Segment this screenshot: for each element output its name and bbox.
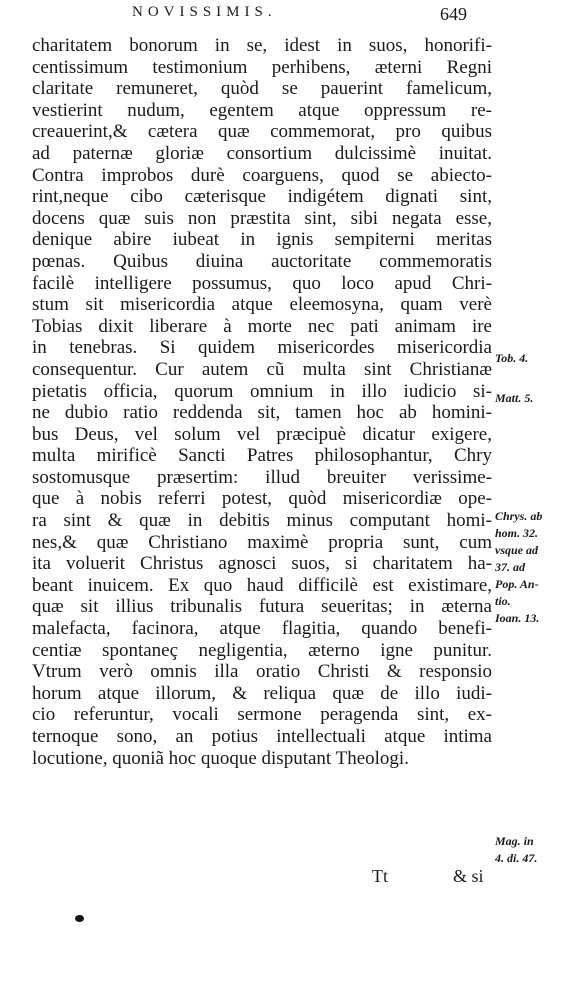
text-line: Contra improbos durè coarguens, quod se abiecto- — [32, 164, 492, 186]
text-line: pietatis officia, quorum omnium in illo iudicio si- — [32, 380, 492, 402]
text-line: claritate remuneret, quòd se pauerint famelicum, — [32, 78, 492, 100]
text-line: locutione, quoniã hoc quoque disputant Theologi. — [32, 747, 409, 769]
text-line: ternoque sono, an potius intellectuali atque intima — [32, 726, 492, 747]
page-number: 649 — [440, 4, 467, 24]
text-line: charitatem bonorum in se, idest in suos, honorifi- — [32, 35, 492, 56]
margin-note-line: Ioan. 13. — [495, 611, 540, 625]
text-line: ra sint & quæ in debitis minus computant homi- — [32, 510, 492, 532]
text-line: cio referuntur, vocali sermone peragenda sint, ex- — [32, 704, 492, 726]
text-line: stum sit misericordia atque eleemosyna, quam verè — [32, 294, 492, 316]
text-line: rint,neque cibo cæterisque indigétem dignati sint, — [32, 186, 492, 208]
ink-blot — [75, 915, 84, 922]
margin-note-chrysostom — [495, 508, 585, 627]
text-line: beant inuicem. Ex quo haud difficilè est existimare, — [32, 574, 492, 596]
margin-note-line: tio. — [495, 594, 511, 608]
text-line: multa mirificè Sancti Patres philosophantur, Chry — [32, 445, 492, 467]
signature-mark: Tt — [372, 866, 388, 886]
text-line: Vtrum verò omnis illa oratio Christi & responsio — [32, 661, 492, 683]
text-line: centissimum testimonium perhibens, æterni Regni — [32, 56, 492, 78]
text-line: que à nobis referri potest, quòd misericordiæ ope- — [32, 488, 492, 510]
margin-note-tobias — [495, 350, 585, 367]
text-line: Tobias dixit liberare à morte nec pati animam ire — [32, 315, 492, 337]
text-line: ad paternæ gloriæ consortium dulcissimè inuitat. — [32, 142, 492, 164]
text-line: pœnas. Quibus diuina auctoritate commemoratis — [32, 250, 492, 272]
text-line: quæ sit illius tribunalis futura seueritas; in æterna — [32, 596, 492, 618]
margin-note-line: hom. 32. — [495, 526, 539, 540]
text-line: horum atque illorum, & reliqua quæ de illo iudi- — [32, 682, 492, 704]
text-line: sostomusque præsertim: illud breuiter verissime- — [32, 466, 492, 488]
text-line: in tenebras. Si quidem misericordes misericordia — [32, 337, 492, 359]
main-text-block — [32, 35, 492, 769]
margin-note-line: vsque ad — [495, 543, 538, 557]
text-line: bus Deus, vel solum vel præcipuè dicatur exigere, — [32, 423, 492, 445]
margin-note-line: Mag. in — [495, 834, 534, 848]
running-title: NOVISSIMIS. — [132, 4, 277, 20]
text-line: malefacta, facinora, atque flagitia, quando benefi- — [32, 618, 492, 640]
catchword: & si — [453, 866, 484, 886]
text-line: nes,& quæ Christiano maximè propria sunt, cum — [32, 531, 492, 553]
text-line: vestierint nudum, egentem atque oppressum re- — [32, 99, 492, 121]
margin-note-line: 4. di. 47. — [495, 851, 538, 865]
margin-note-line: 37. ad — [495, 560, 525, 574]
text-line: docens quæ suis non præstita sint, sibi negata esse, — [32, 207, 492, 229]
margin-note-line: Tob. 4. — [495, 351, 529, 365]
margin-note-line: Chrys. ab — [495, 509, 543, 523]
text-line: creauerint,& cætera quæ commemorat, pro quibus — [32, 121, 492, 143]
text-line: consequentur. Cur autem cũ multa sint Christianæ — [32, 358, 492, 380]
margin-note-line: Pop. An- — [495, 577, 539, 591]
margin-note-line: Matt. 5. — [495, 391, 534, 405]
text-line: ne dubio ratio reddenda sit, tamen hoc ab homini- — [32, 402, 492, 424]
text-line: denique abire iubeat in ignis sempiterni meritas — [32, 229, 492, 251]
text-line: ita voluerit Christus agnosci suos, si charitatem ha- — [32, 553, 492, 575]
text-line: centiæ spontaneç negligentia, æterno igne punitur. — [32, 639, 492, 661]
margin-note-magister — [495, 833, 585, 867]
text-line: facilè intelligere possumus, quo loco apud Chri- — [32, 272, 492, 294]
margin-note-matthew — [495, 390, 585, 407]
